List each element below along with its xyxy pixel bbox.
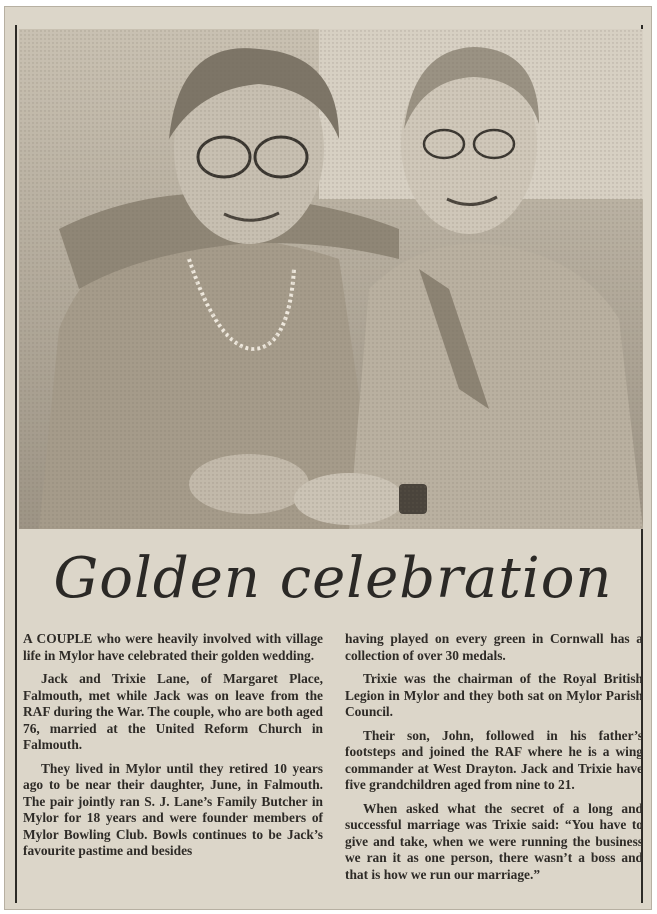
article-paragraph: Jack and Trixie Lane, of Margaret Place, Falmouth, met while Jack was on leave from the RAF during the War. The couple, who are both aged 76, married at the United Reform Church in Falmouth. — [23, 671, 323, 752]
photo-illustration — [19, 29, 643, 529]
couple-photo — [19, 29, 643, 529]
article-paragraph: Trixie was the chairman of the Royal British Legion in Mylor and they both sat on Mylor Parish Council. — [345, 671, 643, 719]
article-paragraph: When asked what the secret of a long and successful marriage was Trixie said: “You have to give and take, when we were running the business we ran it as one person, there wasn’t a boss and that is how we run our marriage.” — [345, 800, 643, 882]
article-paragraph: A COUPLE who were heavily involved with village life in Mylor have celebrated their golden wedding. — [23, 631, 323, 663]
left-column-rule — [15, 25, 17, 903]
newspaper-clipping — [4, 6, 652, 910]
article-paragraph: Their son, John, followed in his father’s footsteps and joined the RAF where he is a wing commander at West Drayton. Jack and Trixie have five grandchildren aged from nine to 21. — [345, 727, 643, 792]
article-paragraph: They lived in Mylor until they retired 10 years ago to be near their daughter, June, in Falmouth. The pair jointly ran S. J. Lane’s Family Butcher in Mylor for 18 years and were founder members of Mylor Bowling Club. Bowls continues to be Jack’s favourite pastime and besides — [23, 760, 323, 858]
headline: Golden celebration — [53, 546, 613, 611]
article-right-column — [345, 631, 643, 890]
article-left-column — [23, 631, 323, 867]
article-paragraph: having played on every green in Cornwall has a collection of over 30 medals. — [345, 631, 643, 663]
